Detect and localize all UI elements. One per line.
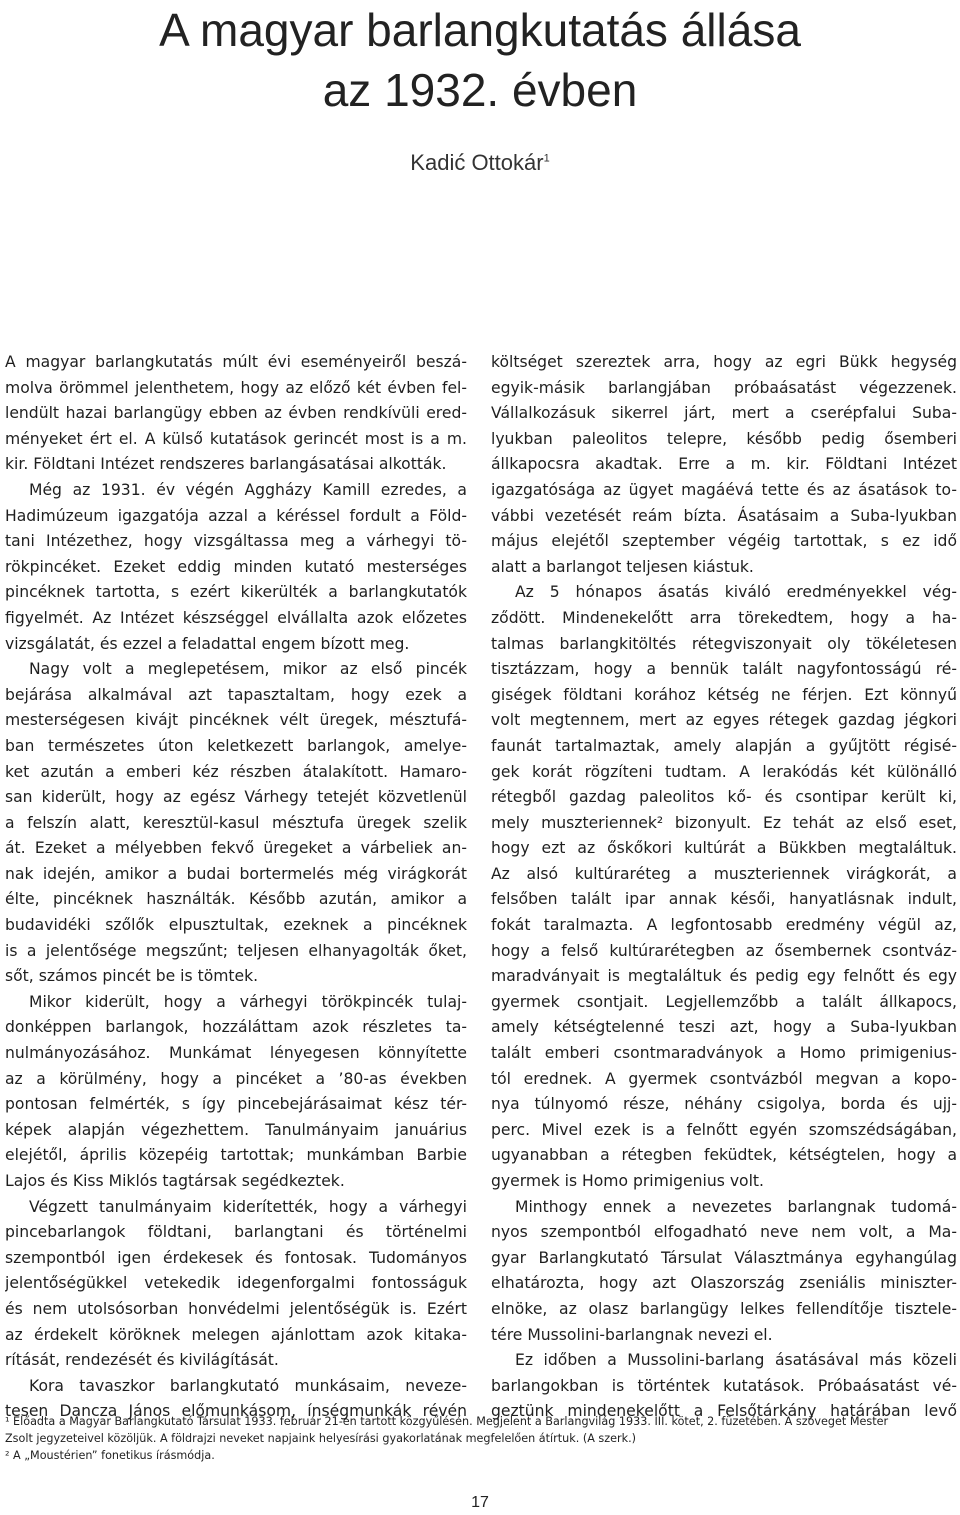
- text-line: Végzett tanulmányaim kiderítették, hogy a várhegyi: [29, 1197, 467, 1216]
- text-line: donképpen barlangok, hozzáláttam azok részletes ta-: [5, 1018, 467, 1037]
- text-line: Kora tavaszkor barlangkutató munkásaim, neveze-: [29, 1376, 467, 1395]
- text-line: amely kétségtelenné teszi azt, hogy a Suba-lyukban: [491, 1018, 957, 1037]
- text-line: tére Mussolini-barlangnak nevezi el.: [491, 1325, 773, 1344]
- text-line: Lajos és Kiss Miklós tagtársak segédkeztek.: [5, 1172, 345, 1190]
- text-line: hogy a felső kultúrarétegben az ősembernek csontváz-: [491, 941, 957, 960]
- text-line: pincebarlangok földtani, barlangtani és történelmi: [5, 1223, 467, 1242]
- text-line: molva örömmel jelenthetem, hogy az előző két évben fel-: [5, 378, 467, 397]
- text-line: nyos szempontból elfogadható neve nem volt, a Ma-: [491, 1223, 957, 1242]
- text-line: tani Intézethez, hogy vizsgáltassa meg a várhegyi tö-: [5, 532, 467, 551]
- text-line: figyelmét. Az Intézet készséggel elvállalta azok előzetes: [5, 608, 467, 627]
- text-line: A magyar barlangkutatás múlt évi eseményeiről beszá-: [5, 353, 467, 371]
- text-line: elejétől, április közepéig tartottak; munkámban Barbie: [5, 1146, 467, 1165]
- text-line: tisztázzam, hogy a bennük talált nagyfontosságú ré-: [491, 660, 957, 679]
- text-line: elnöke, az olasz barlangügy lelkes fellendítője tisztele-: [491, 1299, 957, 1318]
- text-line: ződött. Mindenekelőtt arra törekedtem, hogy a ha-: [491, 608, 957, 627]
- text-line: költséget szereztek arra, hogy az egri Bükk hegység: [491, 353, 957, 371]
- text-line: Ez időben a Mussolini-barlang ásatásával más közeli: [515, 1351, 957, 1370]
- text-line: pincéknek tartotta, s ezért kikerülték a barlangkutatók: [5, 583, 467, 602]
- footnote-1-line-2: Zsolt jegyzeteivel közöljük. A földrajzi neveket napjaink helyesírási gyakorlatának megfelelően átírtuk. (A szerk.): [5, 1432, 636, 1445]
- author-footnote-mark: 1: [543, 152, 550, 165]
- text-line: Nagy volt a meglepetésem, mikor az első pincék: [29, 660, 467, 679]
- text-line: Még az 1931. év végén Aggházy Kamill ezredes, a: [29, 480, 467, 499]
- text-line: ket azután a emberi kéz részben átalakított. Hamaro-: [5, 762, 467, 781]
- author-line: [0, 150, 960, 176]
- text-line: rökpincéket. Ezeket eddig minden kutató mesterséges: [5, 557, 467, 576]
- text-line: ugyanabban a rétegben feküdtek, kétségtelen, hogy a: [491, 1146, 957, 1165]
- text-line: pontosan felmérték, s így pincebejárásaimat kész tér-: [5, 1095, 467, 1114]
- text-line: mesterségesen kivájt pincéknek vélt üregek, mésztufá-: [5, 711, 467, 730]
- text-line: nya túlnyomó része, néhány csigolya, borda és ujj-: [491, 1095, 957, 1114]
- text-line: a felszín alatt, keresztül-kasul mésztufa üregek szelik: [5, 813, 467, 832]
- text-line: az a körülmény, hogy a pincéket a ’80-as években: [5, 1069, 467, 1088]
- text-line: perc. Mivel ezek is a felnőtt egyén szomszédságában,: [491, 1120, 957, 1139]
- text-line: hogy ezt az őskőkori kultúrát a Bükkben megtaláltuk.: [491, 839, 957, 858]
- text-line: bejárása alkalmával azt tapasztaltam, hogy ezek a: [5, 685, 467, 704]
- text-line: tesen Dancza János előmunkásom, ínségmunkák révén: [5, 1402, 467, 1421]
- text-line: képek alapján végezhettem. Tanulmányaim januárius: [5, 1120, 467, 1139]
- text-line: át. Ezeket a mélyebben fekvő üregeket a várbeliek an-: [5, 839, 467, 858]
- text-line: elhatározta, hogy azt Olaszország zseniális miniszter-: [491, 1274, 957, 1293]
- text-line: mely muszteriennek² bizonyult. Ez tehát az első eset,: [491, 813, 957, 832]
- author-name: Kadić Ottokár: [410, 150, 544, 175]
- text-line: san kiderült, hogy az egész Várhegy tetejét közvetlenül: [5, 788, 467, 807]
- text-line: fokát taralmazta. A legfontosabb eredmény végül az,: [491, 916, 957, 935]
- text-line: geztünk mindenekelőtt a Felsőtárkány határában levő: [491, 1402, 957, 1421]
- text-line: faunát tartalmaztak, amely alapján a gyűjtött régisé-: [491, 736, 957, 755]
- text-line: szempontból igen érdekesek és fontosak. Tudományos: [5, 1248, 467, 1267]
- footnote-2: ² A „Moustérien” fonetikus írásmódja.: [5, 1449, 215, 1462]
- text-line: sőt, számos pincét be is tömtek.: [5, 967, 259, 986]
- page-number: 17: [471, 1494, 489, 1511]
- article-title: [0, 0, 960, 120]
- text-line: is a jelentősége megszűnt; teljesen elhanyagolták őket,: [5, 941, 467, 960]
- text-line: ban természetes úton keletkezett barlangok, amelye-: [5, 736, 467, 755]
- text-line: nak idején, amikor a budai bortermelés még virágkorát: [5, 864, 467, 883]
- text-line: igazgatósága az ügyet magáévá tette és az ásatások to-: [491, 480, 957, 499]
- text-line: és nem utolsósorban honvédelmi jelentőségük is. Ezért: [5, 1299, 467, 1318]
- text-line: kir. Földtani Intézet rendszeres barlangásatásai alkották.: [5, 455, 447, 474]
- right-column: [491, 350, 957, 1425]
- title-line-2: az 1932. évben: [322, 64, 638, 116]
- text-line: talált emberi csontmaradványok a Homo primigenius-: [491, 1044, 957, 1063]
- text-line: lyukban paleolitos telepre, később pedig ősemberi: [491, 429, 957, 448]
- text-line: élte, pincéknek használták. Később azután, amikor a: [5, 890, 467, 909]
- text-line: vábbi vezetését reám bízta. Ásatásaim a Suba-lyukban: [491, 506, 957, 525]
- text-line: budavidéki szőlők elpusztultak, ezeknek a pincéknek: [5, 916, 467, 935]
- text-line: talmas barlangkitöltés rétegviszonyait oly tökéletesen: [491, 634, 957, 653]
- text-line: alatt a barlangot teljesen kiástuk.: [491, 557, 754, 576]
- text-line: Az 5 hónapos ásatás kiváló eredményekkel vég-: [515, 583, 957, 602]
- text-line: Vállalkozásuk sikerrel járt, mert a cserépfalui Suba-: [491, 404, 957, 423]
- text-line: Hadimúzeum igazgatója azzal a kéréssel fordult a Föld-: [5, 506, 467, 525]
- text-line: egyik-másik barlangjában próbaásatást végezzenek.: [491, 378, 957, 397]
- text-line: lendült hazai barlangügy ebben az évben rendkívüli ered-: [5, 404, 467, 423]
- text-line: gyermek csontjait. Legjellemzőbb a talált állkapocs,: [491, 992, 957, 1011]
- text-line: volt megtennem, mert az egyes rétegek gazdag jégkori: [491, 711, 957, 730]
- text-line: maradványait is megtaláltuk és pedig egy felnőtt és egy: [491, 967, 957, 986]
- left-column: [5, 350, 467, 1425]
- text-line: giségek földtani korához kétség ne férjen. Ezt könnyű: [491, 685, 957, 704]
- text-line: rítását, rendezését és kivilágítását.: [5, 1351, 279, 1370]
- text-line: Minthogy ennek a nevezetes barlangnak tudomá-: [515, 1197, 957, 1216]
- text-line: jelentőségükkel vetekedik idegenforgalmi fontosságuk: [5, 1274, 467, 1293]
- text-line: az érdekelt köröknek melegen ajánlottam azok kitaka-: [5, 1325, 467, 1344]
- text-line: Mikor kiderült, hogy a várhegyi törökpincék tulaj-: [29, 992, 467, 1011]
- text-line: vizsgálatát, és ezzel a feladattal engem bízott meg.: [5, 634, 410, 653]
- text-line: Az alsó kultúraréteg a muszteriennek virágkorát, a: [491, 864, 957, 883]
- text-line: tól erednek. A gyermek csontvázból megvan a kopo-: [491, 1069, 957, 1088]
- footnotes: [5, 1413, 957, 1464]
- text-line: gyermek is Homo primigenius volt.: [491, 1172, 765, 1190]
- text-line: gek korát rögzíteni tudtam. A lerakódás két különálló: [491, 762, 957, 781]
- footnote-1-line-1: ¹ Előadta a Magyar Barlangkutató Társulat 1933. február 21-én tartott közgyűlésén. Megjelent a Barlangvilág 1933. III. kötet, 2. füzetében. A szöveget Mester: [5, 1415, 889, 1428]
- text-line: állkapocsra akadtak. Erre a m. kir. Földtani Intézet: [491, 455, 957, 474]
- title-line-1: A magyar barlangkutatás állása: [159, 4, 801, 56]
- text-line: nulmányozásához. Munkámat lényegesen könnyítette: [5, 1044, 467, 1063]
- text-line: ményeket ért el. A külső kutatások gerincét most is a m.: [5, 429, 467, 448]
- text-line: barlangokban is történtek kutatások. Próbaásatást vé-: [491, 1376, 957, 1395]
- text-line: május elejétől szeptember végéig tartottak, s ez idő: [491, 532, 957, 551]
- text-line: gyar Barlangkutató Társulat Választmánya egyhangúlag: [491, 1248, 957, 1267]
- text-line: rétegből gazdag paleolitos kő- és csontipar került ki,: [491, 788, 957, 807]
- text-line: felsőben talált ipar annak késői, hanyatlásnak indult,: [491, 890, 957, 909]
